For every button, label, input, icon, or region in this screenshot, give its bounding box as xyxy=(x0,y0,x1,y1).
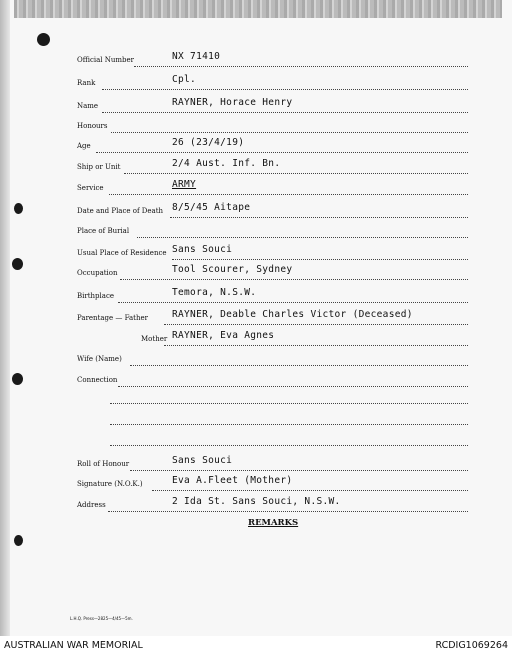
dotted-line xyxy=(110,403,468,404)
field-label: Age xyxy=(77,142,91,150)
dotted-line xyxy=(110,424,468,425)
field-value: Sans Souci xyxy=(172,244,233,255)
dotted-line xyxy=(134,66,468,67)
field-value: ARMY xyxy=(172,179,197,190)
form-number: L.H.Q. Press—2825—4/45—5m. xyxy=(70,616,133,621)
dotted-line xyxy=(130,365,468,366)
field-address xyxy=(0,496,512,517)
dotted-line xyxy=(137,237,468,238)
scan-top-band xyxy=(14,0,502,18)
field-label: Service xyxy=(77,184,104,192)
field-label: Place of Burial xyxy=(77,227,130,235)
dotted-line xyxy=(170,217,468,218)
dotted-line xyxy=(96,152,468,153)
field-label: Official Number xyxy=(77,56,134,64)
field-age xyxy=(0,137,512,158)
field-value: RAYNER, Horace Henry xyxy=(172,97,293,108)
field-occupation xyxy=(0,264,512,285)
dotted-line xyxy=(110,445,468,446)
dotted-line xyxy=(164,324,468,325)
dotted-line xyxy=(124,173,468,174)
field-value: Tool Scourer, Sydney xyxy=(172,264,293,275)
field-value: 8/5/45 Aitape xyxy=(172,202,251,213)
field-official-number xyxy=(0,51,512,72)
field-value: RAYNER, Deable Charles Victor (Deceased) xyxy=(172,309,413,320)
field-connection xyxy=(0,376,512,392)
field-label: Wife (Name) xyxy=(77,355,122,363)
field-label: Name xyxy=(77,102,99,110)
field-wife xyxy=(0,355,512,371)
field-death xyxy=(0,202,512,223)
field-label: Roll of Honour xyxy=(77,460,130,468)
punch-hole xyxy=(14,535,23,546)
field-mother xyxy=(0,330,512,351)
field-value: 2/4 Aust. Inf. Bn. xyxy=(172,158,281,169)
field-value: 26 (23/4/19) xyxy=(172,137,245,148)
field-value: 2 Ida St. Sans Souci, N.S.W. xyxy=(172,496,341,507)
dotted-line xyxy=(109,194,468,195)
dotted-line xyxy=(102,112,468,113)
field-signature-nok xyxy=(0,475,512,496)
field-honours xyxy=(0,122,512,138)
field-residence xyxy=(0,244,512,265)
punch-hole xyxy=(37,33,50,46)
field-label: Parentage — Father xyxy=(77,314,148,322)
field-value: NX 71410 xyxy=(172,51,221,62)
remarks-heading: REMARKS xyxy=(248,518,299,528)
dotted-line xyxy=(111,132,468,133)
dotted-line xyxy=(118,386,468,387)
field-value: Cpl. xyxy=(172,74,197,85)
footer-record-id: RCDIG1069264 xyxy=(435,640,508,651)
footer-institution: AUSTRALIAN WAR MEMORIAL xyxy=(4,640,143,651)
dotted-line xyxy=(120,279,468,280)
field-label: Date and Place of Death xyxy=(77,207,164,215)
dotted-line xyxy=(102,89,468,90)
dotted-line xyxy=(130,470,468,471)
dotted-line xyxy=(152,490,468,491)
field-label: Connection xyxy=(77,376,118,384)
dotted-line xyxy=(118,302,468,303)
field-value: RAYNER, Eva Agnes xyxy=(172,330,275,341)
field-roll-of-honour xyxy=(0,455,512,476)
field-burial xyxy=(0,227,512,243)
field-label: Signature (N.O.K.) xyxy=(77,480,143,488)
field-label: Usual Place of Residence xyxy=(77,249,167,257)
field-value: Temora, N.S.W. xyxy=(172,287,257,298)
field-label: Mother xyxy=(141,335,168,343)
field-rank xyxy=(0,74,512,95)
dotted-line xyxy=(164,345,468,346)
dotted-line xyxy=(172,259,468,260)
field-label: Birthplace xyxy=(77,292,115,300)
field-label: Ship or Unit xyxy=(77,163,121,171)
field-value: Eva A.Fleet (Mother) xyxy=(172,475,293,486)
field-name xyxy=(0,97,512,118)
field-label: Honours xyxy=(77,122,108,130)
field-value: Sans Souci xyxy=(172,455,233,466)
field-birthplace xyxy=(0,287,512,308)
field-label: Rank xyxy=(77,79,96,87)
field-label: Address xyxy=(77,501,106,509)
field-ship-or-unit xyxy=(0,158,512,179)
dotted-line xyxy=(108,511,468,512)
field-label: Occupation xyxy=(77,269,118,277)
field-service xyxy=(0,179,512,200)
field-father xyxy=(0,309,512,330)
